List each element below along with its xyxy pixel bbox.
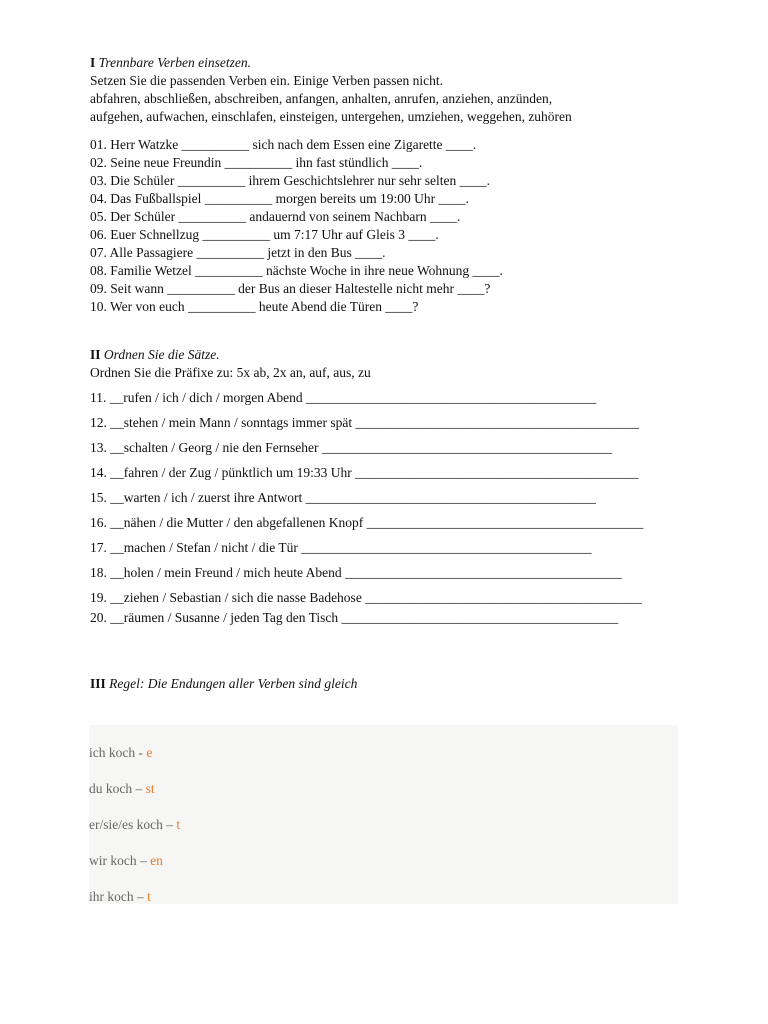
exercise-item-01: 01. Herr Watzke __________ sich nach dem Essen eine Zigarette ____.	[90, 137, 477, 152]
section1-roman: I	[90, 55, 96, 70]
conjugation-ending: en	[150, 853, 163, 868]
section3-heading	[90, 675, 730, 693]
section3-roman: III	[90, 676, 106, 691]
conjugation-ending: st	[145, 781, 155, 796]
conjugation-ending: e	[146, 745, 153, 760]
exercise-item-17: 17. __machen / Stefan / nicht / die Tür ___________________________________________	[90, 540, 592, 555]
section3-title: Regel: Die Endungen aller Verben sind gleich	[109, 676, 358, 691]
exercise-item-11: 11. __rufen / ich / dich / morgen Abend ___________________________________________	[90, 390, 597, 405]
conjugation-stem: wir koch –	[89, 853, 151, 868]
section1-exercise-list	[90, 136, 730, 316]
exercise-item-15: 15. __warten / ich / zuerst ihre Antwort ___________________________________________	[90, 490, 596, 505]
exercise-item-20: 20. __räumen / Susanne / jeden Tag den Tisch _________________________________________	[90, 610, 619, 625]
conjugation-row-ihr	[89, 889, 151, 905]
section1-heading	[90, 54, 730, 72]
conjugation-rule-box	[89, 725, 678, 904]
conjugation-row-wir	[89, 853, 163, 869]
conjugation-stem: du koch –	[89, 781, 146, 796]
section2-instruction: Ordnen Sie die Präfixe zu: 5x ab, 2x an, auf, aus, zu	[90, 365, 371, 380]
section1-instruction: Setzen Sie die passenden Verben ein. Einige Verben passen nicht.	[90, 73, 444, 88]
exercise-item-19: 19. __ziehen / Sebastian / sich die nasse Badehose _________________________________________	[90, 590, 642, 605]
exercise-item-04: 04. Das Fußballspiel __________ morgen bereits um 19:00 Uhr ____.	[90, 191, 469, 206]
exercise-item-16: 16. __nähen / die Mutter / den abgefallenen Knopf _________________________________________	[90, 515, 644, 530]
section2-title: Ordnen Sie die Sätze.	[103, 347, 220, 362]
exercise-item-18: 18. __holen / mein Freund / mich heute Abend _________________________________________	[90, 565, 622, 580]
worksheet	[90, 54, 730, 693]
conjugation-ending: t	[147, 889, 151, 904]
verb-list-line-2: aufgehen, aufwachen, einschlafen, einsteigen, untergehen, umziehen, weggehen, zuhören	[90, 109, 572, 124]
conjugation-stem: ich koch -	[89, 745, 147, 760]
exercise-item-03: 03. Die Schüler __________ ihrem Geschichtslehrer nur sehr selten ____.	[90, 173, 491, 188]
section2-heading	[90, 346, 730, 364]
exercise-item-14: 14. __fahren / der Zug / pünktlich um 19:33 Uhr __________________________________________	[90, 465, 639, 480]
conjugation-row-du	[89, 781, 155, 797]
conjugation-row-ich	[89, 745, 152, 761]
exercise-item-08: 08. Familie Wetzel __________ nächste Woche in ihre neue Wohnung ____.	[90, 263, 503, 278]
verb-list-line-1: abfahren, abschließen, abschreiben, anfangen, anhalten, anrufen, anziehen, anzünden,	[90, 91, 553, 106]
exercise-item-05: 05. Der Schüler __________ andauernd von seinem Nachbarn ____.	[90, 209, 461, 224]
section2-exercise-list	[90, 389, 730, 627]
conjugation-row-er-sie-es	[89, 817, 180, 833]
exercise-item-07: 07. Alle Passagiere __________ jetzt in den Bus ____.	[90, 245, 386, 260]
exercise-item-06: 06. Euer Schnellzug __________ um 7:17 Uhr auf Gleis 3 ____.	[90, 227, 439, 242]
section2-roman: II	[90, 347, 101, 362]
conjugation-ending: t	[176, 817, 181, 832]
section1-title: Trennbare Verben einsetzen.	[98, 55, 251, 70]
exercise-item-13: 13. __schalten / Georg / nie den Fernseher ___________________________________________	[90, 440, 613, 455]
exercise-item-09: 09. Seit wann __________ der Bus an dieser Haltestelle nicht mehr ____?	[90, 281, 491, 296]
exercise-item-12: 12. __stehen / mein Mann / sonntags immer spät __________________________________________	[90, 415, 639, 430]
conjugation-stem: er/sie/es koch –	[89, 817, 177, 832]
exercise-item-10: 10. Wer von euch __________ heute Abend die Türen ____?	[90, 299, 419, 314]
exercise-item-02: 02. Seine neue Freundin __________ ihn fast stündlich ____.	[90, 155, 423, 170]
conjugation-stem: ihr koch –	[89, 889, 148, 904]
